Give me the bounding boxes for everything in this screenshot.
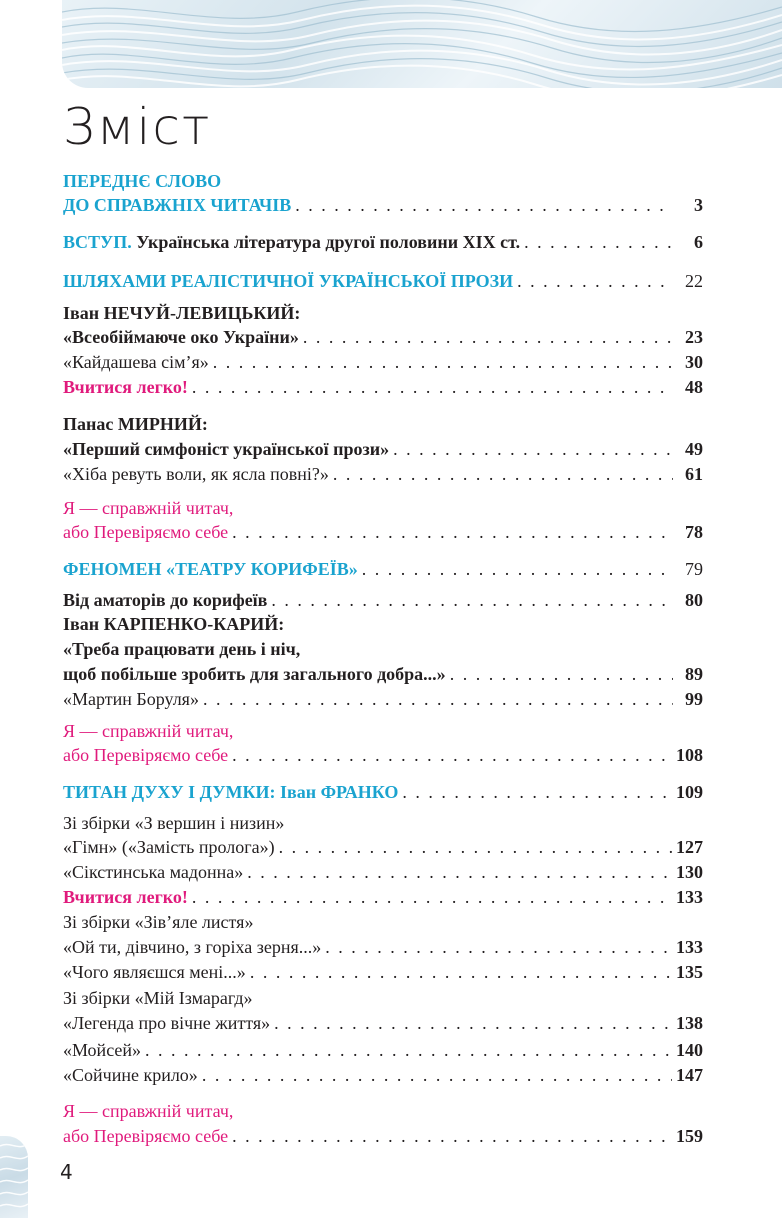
toc-entry-title: «Ой ти, дівчино, з горіха зерня...» — [63, 937, 322, 957]
toc-entry-prefix: ВСТУП. — [63, 232, 132, 252]
dot-leader — [362, 558, 673, 580]
page-number: 4 — [60, 1160, 73, 1184]
toc-entry[interactable] — [63, 836, 703, 858]
dot-leader — [450, 663, 673, 685]
toc-entry-introduction[interactable] — [63, 231, 703, 253]
dot-leader — [524, 231, 673, 253]
toc-entry[interactable] — [63, 326, 703, 348]
toc-entry[interactable] — [63, 663, 703, 685]
toc-entry-title: Я — справжній читач, — [63, 1101, 234, 1121]
toc-entry-title: Я — справжній читач, — [63, 721, 234, 741]
toc-entry[interactable] — [63, 961, 703, 983]
toc-collection-heading — [63, 987, 703, 1009]
toc-page-number: 89 — [685, 664, 703, 684]
toc-section-franko[interactable] — [63, 781, 703, 803]
toc-entry-title: «Кайдашева сім’я» — [63, 352, 209, 372]
toc-page-number: 147 — [676, 1065, 703, 1085]
header-banner — [62, 0, 782, 88]
toc-page-number: 108 — [676, 745, 703, 765]
toc-section-realistic-prose[interactable] — [63, 270, 703, 292]
side-wave-decoration — [0, 1136, 28, 1218]
toc-section-theatre[interactable] — [63, 558, 703, 580]
toc-collection-heading — [63, 812, 703, 834]
toc-entry-title: «Хіба ревуть воли, як ясла повні?» — [63, 464, 329, 484]
toc-page-number: 61 — [685, 464, 703, 484]
toc-entry-title: Іван ФРАНКО — [280, 782, 399, 802]
toc-page-number: 30 — [685, 352, 703, 372]
toc-entry-learn-easy[interactable] — [63, 376, 703, 398]
toc-entry-title: «Сойчине крило» — [63, 1065, 198, 1085]
toc-entry-title: «Чого являєшся мені...» — [63, 962, 246, 982]
toc-author-myrnyi — [63, 413, 703, 435]
toc-entry-title: або Перевіряємо себе — [63, 522, 229, 542]
toc-entry-title: Українська література другої половини XIX ст. — [136, 232, 521, 252]
toc-page-number: 130 — [676, 862, 703, 882]
toc-entry-title: ПЕРЕДНЄ СЛОВО — [63, 171, 222, 191]
toc-entry-title: ФЕНОМЕН «ТЕАТРУ КОРИФЕЇВ» — [63, 559, 358, 579]
toc-entry[interactable] — [63, 351, 703, 373]
toc-page-number: 49 — [685, 439, 703, 459]
toc-entry-title: «Мартин Боруля» — [63, 689, 199, 709]
toc-entry-self-check-line1[interactable] — [63, 720, 703, 742]
toc-entry[interactable] — [63, 1039, 703, 1061]
toc-entry[interactable] — [63, 861, 703, 883]
toc-entry-prefix: ТИТАН ДУХУ І ДУМКИ: — [63, 782, 276, 802]
toc-entry-title: Іван НЕЧУЙ-ЛЕВИЦЬКИЙ: — [63, 303, 301, 323]
toc-entry-title: «Гімн» («Замість пролога») — [63, 837, 275, 857]
toc-entry[interactable] — [63, 688, 703, 710]
toc-entry-title: Зі збірки «З вершин і низин» — [63, 813, 285, 833]
toc-entry-title: «Сікстинська мадонна» — [63, 862, 244, 882]
toc-entry-title: «Треба працювати день і ніч, — [63, 639, 301, 659]
dot-leader — [213, 351, 673, 373]
toc-page-number: 80 — [685, 590, 703, 610]
toc-entry-title: «Всеобіймаюче око України» — [63, 327, 299, 347]
dot-leader — [232, 744, 672, 766]
toc-author-karpenko — [63, 613, 703, 635]
toc-entry-title: щоб побільше зробить для загального добра...» — [63, 664, 446, 684]
toc-page-number: 23 — [685, 327, 703, 347]
toc-entry[interactable] — [63, 463, 703, 485]
dot-leader — [250, 961, 672, 983]
toc-collection-heading — [63, 911, 703, 933]
toc-page-number: 22 — [685, 271, 703, 291]
dot-leader — [202, 1064, 672, 1086]
toc-entry-self-check[interactable] — [63, 1125, 703, 1147]
dot-leader — [192, 886, 672, 908]
toc-entry[interactable] — [63, 589, 703, 611]
toc-entry[interactable] — [63, 1012, 703, 1034]
toc-entry-self-check-line1[interactable] — [63, 497, 703, 519]
toc-entry-title: Вчитися легко! — [63, 377, 188, 397]
toc-page-number: 99 — [685, 689, 703, 709]
toc-entry-title: «Легенда про вічне життя» — [63, 1013, 271, 1033]
toc-page-number: 140 — [676, 1040, 703, 1060]
dot-leader — [232, 521, 673, 543]
toc-entry-self-check-line1[interactable] — [63, 1100, 703, 1122]
toc-page-number: 133 — [676, 887, 703, 907]
toc-entry-self-check[interactable] — [63, 521, 703, 543]
dot-leader — [145, 1039, 672, 1061]
toc-page-number: 127 — [676, 837, 703, 857]
toc-entry-title: або Перевіряємо себе — [63, 1126, 229, 1146]
toc-entry-title: Зі збірки «Мій Ізмарагд» — [63, 988, 253, 1008]
toc-page-number: 78 — [685, 522, 703, 542]
toc-entry-foreword[interactable] — [63, 194, 703, 216]
dot-leader — [274, 1012, 672, 1034]
dot-leader — [192, 376, 673, 398]
toc-entry-title: «Перший симфоніст української прози» — [63, 439, 390, 459]
dot-leader — [303, 326, 673, 348]
dot-leader — [279, 836, 672, 858]
dot-leader — [295, 194, 673, 216]
dot-leader — [325, 936, 672, 958]
toc-page-number: 133 — [676, 937, 703, 957]
dot-leader — [402, 781, 672, 803]
toc-page-number: 159 — [676, 1126, 703, 1146]
page-title: Зміст — [63, 98, 212, 156]
toc-page-number: 6 — [694, 232, 703, 252]
toc-entry-title: «Мойсей» — [63, 1040, 142, 1060]
dot-leader — [393, 438, 673, 460]
toc-entry-title: Я — справжній читач, — [63, 498, 234, 518]
dot-leader — [333, 463, 673, 485]
toc-entry[interactable] — [63, 1064, 703, 1086]
dot-leader — [232, 1125, 672, 1147]
toc-entry-title: Від аматорів до корифеїв — [63, 590, 268, 610]
dot-leader — [517, 270, 673, 292]
toc-page-number: 79 — [685, 559, 703, 579]
toc-entry[interactable] — [63, 936, 703, 958]
wave-pattern-decoration — [62, 0, 782, 88]
toc-entry-line1[interactable] — [63, 638, 703, 660]
toc-entry[interactable] — [63, 438, 703, 460]
dot-leader — [271, 589, 673, 611]
toc-entry-self-check[interactable] — [63, 744, 703, 766]
toc-entry-title: ДО СПРАВЖНІХ ЧИТАЧІВ — [63, 195, 292, 215]
toc-entry-title: Іван КАРПЕНКО-КАРИЙ: — [63, 614, 285, 634]
toc-entry-title: або Перевіряємо себе — [63, 745, 229, 765]
dot-leader — [247, 861, 672, 883]
toc-entry-title: ШЛЯХАМИ РЕАЛІСТИЧНОЇ УКРАЇНСЬКОЇ ПРОЗИ — [63, 271, 514, 291]
toc-author-nechuy — [63, 302, 703, 324]
toc-page-number: 109 — [676, 782, 703, 802]
toc-entry-title: Панас МИРНИЙ: — [63, 414, 208, 434]
toc-entry-title: Зі збірки «Зів’яле листя» — [63, 912, 254, 932]
toc-entry-learn-easy[interactable] — [63, 886, 703, 908]
toc-entry-title: Вчитися легко! — [63, 887, 188, 907]
toc-page-number: 135 — [676, 962, 703, 982]
dot-leader — [203, 688, 673, 710]
toc-page-number: 48 — [685, 377, 703, 397]
toc-page-number: 3 — [694, 195, 703, 215]
toc-entry-foreword-line1[interactable] — [63, 170, 703, 192]
toc-page-number: 138 — [676, 1013, 703, 1033]
